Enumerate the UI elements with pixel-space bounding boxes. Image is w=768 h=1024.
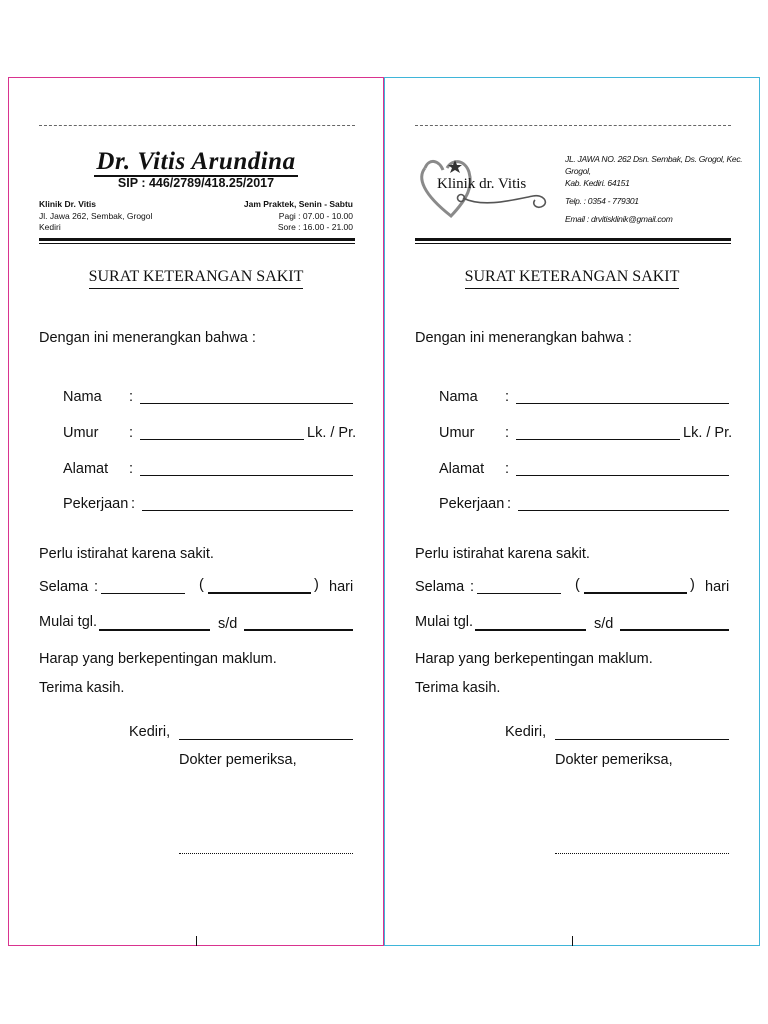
field-pekerjaan[interactable] xyxy=(142,510,353,511)
hours-title: Jam Praktek, Senin - Sabtu xyxy=(243,199,353,209)
field-sampai[interactable] xyxy=(620,629,729,631)
field-selama-words[interactable] xyxy=(584,592,687,594)
doctor-name: Dr. Vitis Arundina xyxy=(96,148,296,175)
label-alamat: Alamat xyxy=(63,461,109,477)
form-title: SURAT KETERANGAN SAKIT xyxy=(385,268,759,286)
field-tanggal[interactable] xyxy=(179,739,353,740)
colon: : xyxy=(505,461,510,477)
label-kediri: Kediri, xyxy=(505,724,547,740)
field-selama[interactable] xyxy=(477,593,561,594)
label-pekerjaan: Pekerjaan xyxy=(439,496,505,512)
fold-mark xyxy=(572,936,573,946)
field-pekerjaan[interactable] xyxy=(518,510,729,511)
gender-option: Lk. / Pr. xyxy=(307,425,357,441)
field-umur[interactable] xyxy=(140,439,304,440)
colon: : xyxy=(507,496,512,512)
colon: : xyxy=(94,579,99,595)
harap-text: Harap yang berkepentingan maklum. xyxy=(415,651,653,667)
clinic-name: Klinik Dr. Vitis xyxy=(39,199,97,209)
email: Email : drvitisklinik@gmail.com xyxy=(565,214,673,224)
label-hari: hari xyxy=(705,579,730,595)
colon: : xyxy=(505,425,510,441)
dokter-text: Dokter pemeriksa, xyxy=(555,752,673,768)
header-rule xyxy=(39,238,355,241)
label-sd: s/d xyxy=(594,616,614,632)
intro-text: Dengan ini menerangkan bahwa : xyxy=(415,330,632,346)
close-paren: ) xyxy=(690,577,695,593)
clinic-contact xyxy=(565,153,759,225)
form-title: SURAT KETERANGAN SAKIT xyxy=(9,268,383,286)
signature-line[interactable] xyxy=(555,853,729,854)
field-mulai[interactable] xyxy=(99,629,210,631)
form-panel-left xyxy=(8,77,384,946)
terima-text: Terima kasih. xyxy=(39,680,125,696)
colon: : xyxy=(129,461,134,477)
label-mulai: Mulai tgl. xyxy=(39,614,98,630)
clinic-city: Kediri xyxy=(39,222,61,232)
label-alamat: Alamat xyxy=(439,461,485,477)
field-alamat[interactable] xyxy=(140,475,353,476)
header-rule xyxy=(415,238,731,241)
clinic-logo-text: Klinik dr. Vitis xyxy=(437,176,527,192)
phone: Telp. : 0354 - 779301 xyxy=(565,196,639,206)
gender-option: Lk. / Pr. xyxy=(683,425,733,441)
address-line-1: JL. JAWA NO. 262 Dsn. Sembak, Ds. Grogol, Kec. Grogol, xyxy=(565,154,743,176)
colon: : xyxy=(129,425,134,441)
label-kediri: Kediri, xyxy=(129,724,171,740)
colon: : xyxy=(129,389,134,405)
cut-line xyxy=(39,125,355,126)
label-umur: Umur xyxy=(439,425,475,441)
rest-text: Perlu istirahat karena sakit. xyxy=(39,546,214,562)
label-pekerjaan: Pekerjaan xyxy=(63,496,129,512)
field-selama[interactable] xyxy=(101,593,185,594)
open-paren: ( xyxy=(575,577,580,593)
practice-hours xyxy=(244,199,353,234)
field-mulai[interactable] xyxy=(475,629,586,631)
intro-text: Dengan ini menerangkan bahwa : xyxy=(39,330,256,346)
colon: : xyxy=(470,579,475,595)
cut-line xyxy=(415,125,731,126)
field-tanggal[interactable] xyxy=(555,739,729,740)
field-umur[interactable] xyxy=(516,439,680,440)
open-paren: ( xyxy=(199,577,204,593)
field-nama[interactable] xyxy=(140,403,353,404)
sip-number: SIP : 446/2789/418.25/2017 xyxy=(117,176,275,190)
colon: : xyxy=(131,496,136,512)
close-paren: ) xyxy=(314,577,319,593)
label-selama: Selama xyxy=(415,579,465,595)
label-selama: Selama xyxy=(39,579,89,595)
label-hari: hari xyxy=(329,579,354,595)
field-selama-words[interactable] xyxy=(208,592,311,594)
header-rule-thin xyxy=(415,243,731,244)
label-nama: Nama xyxy=(63,389,102,405)
label-sd: s/d xyxy=(218,616,238,632)
harap-text: Harap yang berkepentingan maklum. xyxy=(39,651,277,667)
hours-morning: Pagi : 07.00 - 10.00 xyxy=(278,210,353,221)
field-alamat[interactable] xyxy=(516,475,729,476)
terima-text: Terima kasih. xyxy=(415,680,501,696)
fold-mark xyxy=(196,936,197,946)
dokter-text: Dokter pemeriksa, xyxy=(179,752,297,768)
field-nama[interactable] xyxy=(516,403,729,404)
address-line-2: Kab. Kediri. 64151 xyxy=(565,178,630,188)
form-panel-right xyxy=(384,77,760,946)
header-rule-thin xyxy=(39,243,355,244)
field-sampai[interactable] xyxy=(244,629,353,631)
colon: : xyxy=(505,389,510,405)
rest-text: Perlu istirahat karena sakit. xyxy=(415,546,590,562)
label-umur: Umur xyxy=(63,425,99,441)
label-nama: Nama xyxy=(439,389,478,405)
clinic-address: Jl. Jawa 262, Sembak, Grogol xyxy=(39,210,153,221)
clinic-info xyxy=(39,199,152,234)
signature-line[interactable] xyxy=(179,853,353,854)
hours-evening: Sore : 16.00 - 21.00 xyxy=(277,222,353,232)
label-mulai: Mulai tgl. xyxy=(415,614,474,630)
